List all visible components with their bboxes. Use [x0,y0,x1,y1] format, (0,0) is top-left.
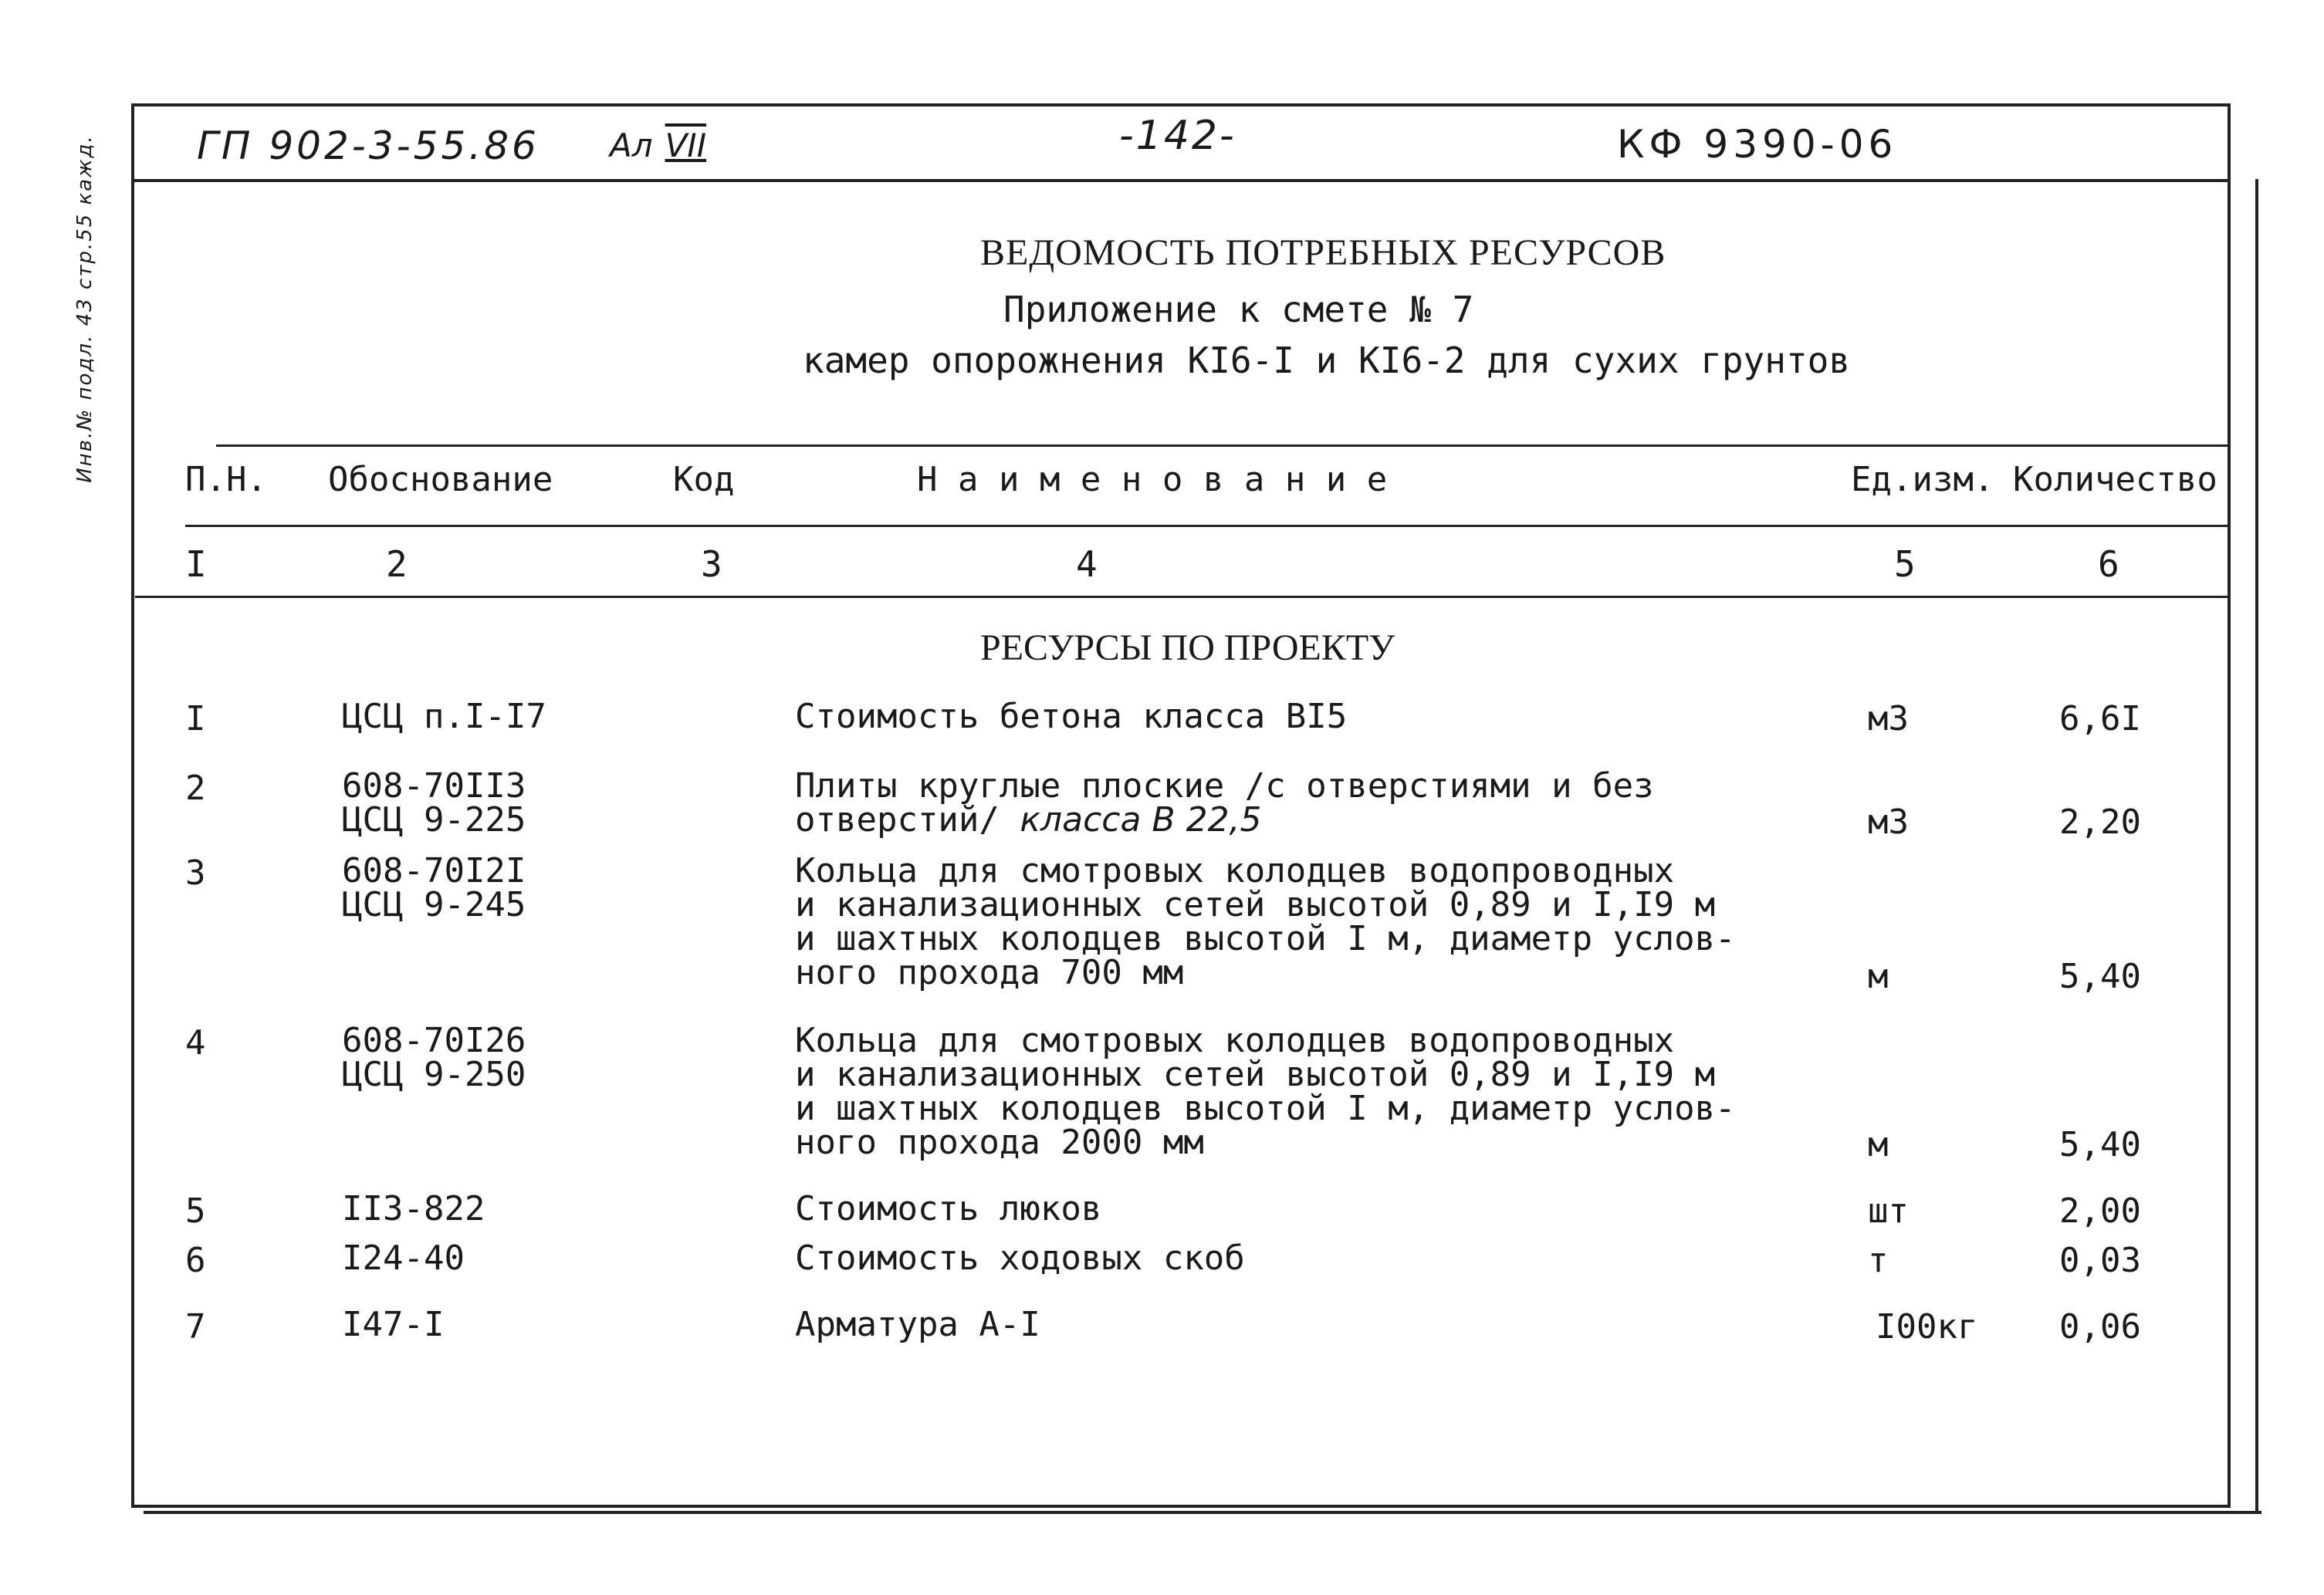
row-1-qty: 6,6I [2059,699,2141,738]
row-7-basis: I47-I [342,1305,445,1344]
row-3-basis-2: ЦСЦ 9-245 [342,885,526,924]
row-6-pn: 6 [185,1241,206,1280]
row-2-basis-2: ЦСЦ 9-225 [342,800,526,840]
row-1-name: Стоимость бетона класса BI5 [795,697,1348,736]
row-5-pn: 5 [185,1191,206,1231]
album-prefix: Ал [610,127,653,164]
row-3-qty: 5,40 [2059,957,2141,996]
album-roman: VII [665,127,707,164]
row-4-pn: 4 [185,1023,206,1063]
row-5-name: Стоимость люков [795,1189,1102,1228]
side-inventory-text: Инв.№ подл. 43 стр.55 кажд. [73,134,96,483]
album-number [610,127,706,164]
header-divider [131,179,2231,182]
row-2-basis-1: 608-70II3 [342,766,526,806]
row-3-pn: 3 [185,853,206,893]
col-number-2: 2 [386,543,408,585]
table-numbers-rule [135,596,2231,598]
table-top-rule [216,444,2231,447]
row-6-basis: I24-40 [342,1238,465,1278]
col-header-code: Код [673,460,735,499]
side-inventory-stamp [46,108,123,509]
row-5-qty: 2,00 [2059,1191,2141,1231]
col-header-pn: П.Н. [185,460,267,499]
page-number: -142- [1119,113,1236,159]
row-2-qty: 2,20 [2059,803,2141,842]
frame-bottom-edge [144,1511,2261,1514]
col-header-qty: Количество [2013,460,2217,499]
row-6-qty: 0,03 [2059,1241,2141,1280]
row-5-basis: II3-822 [342,1189,485,1228]
row-2-name-printed: отверстий/ [795,800,1000,840]
row-5-unit: шт [1868,1191,1909,1231]
row-7-pn: 7 [185,1307,206,1347]
row-4-qty: 5,40 [2059,1125,2141,1164]
col-number-4: 4 [1076,543,1098,585]
row-3-unit: м [1868,957,1889,996]
row-4-unit: м [1868,1125,1889,1164]
row-3-name-line-3: и шахтных колодцев высотой I м, диаметр услов- [795,919,1736,958]
col-header-name: Н а и м е н о в а н и е [917,460,1388,499]
col-number-6: 6 [2098,543,2119,585]
col-header-unit: Ед.изм. [1851,460,1994,499]
col-number-3: 3 [701,543,722,585]
document-subtitle-appendix: Приложение к смете № 7 [1003,289,1474,330]
row-4-name-line-4: ного прохода 2000 мм [795,1123,1204,1162]
col-number-1: I [185,543,207,585]
row-4-name-line-1: Кольца для смотровых колодцев водопроводных [795,1021,1675,1060]
project-code: ГП 902-3-55.86 [197,123,540,168]
row-2-pn: 2 [185,769,206,808]
row-2-name-line-2 [795,800,1262,840]
table-header-rule [185,525,2231,527]
row-1-unit: м3 [1868,699,1909,738]
document-title: ВЕДОМОСТЬ ПОТРЕБНЫХ РЕСУРСОВ [980,232,1666,273]
row-2-handwritten-note: класса В 22,5 [1020,800,1262,840]
row-7-qty: 0,06 [2059,1307,2141,1347]
row-4-basis-1: 608-70I26 [342,1021,526,1060]
kf-number: КФ 9390-06 [1617,122,1898,167]
col-header-basis: Обоснование [328,460,553,499]
row-2-name-line-1: Плиты круглые плоские /с отверстиями и без [795,766,1654,806]
row-4-name-line-3: и шахтных колодцев высотой I м, диаметр услов- [795,1089,1736,1128]
row-6-unit: т [1868,1241,1889,1280]
row-7-unit: I00кг [1876,1307,1978,1347]
frame-right-edge [2255,179,2258,1514]
row-2-unit: м3 [1868,803,1909,842]
section-title: РЕСУРСЫ ПО ПРОЕКТУ [980,627,1395,668]
row-4-name-line-2: и канализационных сетей высотой 0,89 и I,I9 м [795,1055,1716,1094]
row-6-name: Стоимость ходовых скоб [795,1238,1245,1278]
row-1-basis: ЦСЦ п.I-I7 [342,697,546,736]
row-4-basis-2: ЦСЦ 9-250 [342,1055,526,1094]
row-3-name-line-4: ного прохода 700 мм [795,953,1184,992]
row-3-name-line-2: и канализационных сетей высотой 0,89 и I,I9 м [795,885,1716,924]
col-number-5: 5 [1894,543,1916,585]
row-3-name-line-1: Кольца для смотровых колодцев водопроводных [795,851,1675,890]
row-1-pn: I [185,699,206,738]
row-3-basis-1: 608-70I2I [342,851,526,890]
document-subtitle-object: камер опорожнения КI6-I и КI6-2 для сухих грунтов [803,340,1851,381]
row-7-name: Арматура А-I [795,1305,1040,1344]
